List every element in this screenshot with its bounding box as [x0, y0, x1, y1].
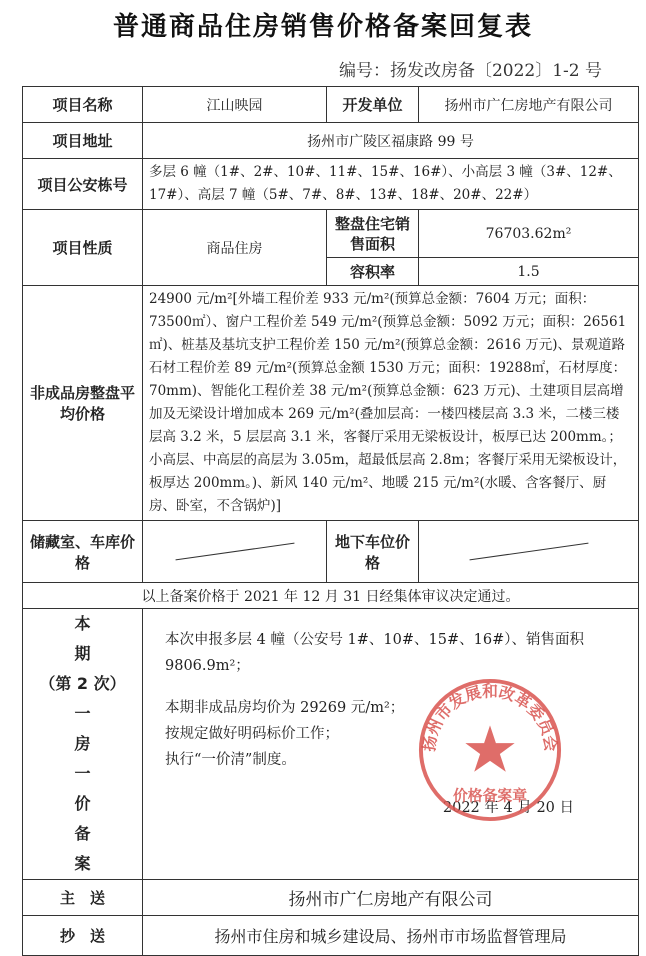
approval-note: 以上备案价格于 2021 年 12 月 31 日经集体审议决定通过。	[23, 583, 639, 609]
address: 扬州市广陵区福康路 99 号	[143, 123, 639, 159]
developer-label: 开发单位	[327, 87, 419, 123]
avg-price-text: 24900 元/m²[外墙工程价差 933 元/m²(预算总金额：7604 万元；面积：73500㎡）、窗户工程价差 549 元/m²(预算总金额：5092 万元；面积：26561㎡)、桩基及基坑支护工程价差 150 元/m²(预算总金额：2616 万元)、景观道路石材工程价差 89 元/m²(预算总金额 1530 万元；面积：19288㎡，石材厚度：70mm)、智能化工程价差 38 元/m²(预算总金额：623 万元)、土建项目层高增加及无梁设计增加成本 269 元/m²(叠加层高：一楼四楼层高 3.3 米，二楼三楼层高 3.2 米，5 层层高 3.1 米，客餐厅采用无梁板设计，板厚已达 200mm。；小高层、中高层的高层为 3.05m，超最低层高 2.8m；客餐厅采用无梁板设计，板厚达 200mm。)、新风 140 元/m²、地暖 215 元/m²(水暖、含客餐厅、厨房、卧室，不含锅炉)]	[143, 286, 639, 521]
storage-value	[143, 521, 327, 583]
star-icon	[465, 725, 514, 771]
project-name: 江山映园	[143, 87, 327, 123]
parking-label: 地下车位价格	[327, 521, 419, 583]
document-number: 编号：扬发改房备〔2022〕1-2 号	[338, 61, 602, 81]
cc: 扬州市住房和城乡建设局、扬州市市场监督管理局	[143, 916, 639, 956]
nature: 商品住房	[143, 210, 327, 286]
current-period-label: 本 期 （第 2 次） 一 房 一 价 备 案	[23, 609, 143, 880]
developer: 扬州市广仁房地产有限公司	[419, 87, 639, 123]
seal-bottom-text: 价格备案章	[453, 787, 527, 805]
current-line: 执行“一价清”制度。	[165, 752, 296, 768]
project-name-label: 项目名称	[23, 87, 143, 123]
current-line: 本次申报多层 4 幢（公安号 1#、10#、15#、16#）、销售面积 9806.9m²；	[165, 632, 584, 674]
buildings-label: 项目公安栋号	[23, 159, 143, 210]
current-line: 按规定做好明码标价工作；	[165, 726, 339, 742]
main-send: 扬州市广仁房地产有限公司	[143, 880, 639, 916]
area: 76703.62m²	[419, 210, 639, 258]
seal-ring-text: 扬州市发展和改革委员会	[419, 681, 561, 753]
filing-date: 2022 年 4 月 20 日	[442, 800, 574, 816]
price-filing-table	[22, 86, 639, 956]
blank-dash	[175, 543, 294, 561]
avg-price-label: 非成品房整盘平均价格	[23, 286, 143, 521]
cc-label: 抄 送	[23, 916, 143, 956]
parking-value	[419, 521, 639, 583]
buildings: 多层 6 幢（1#、2#、10#、11#、15#、16#）、小高层 3 幢（3#、12#、17#）、高层 7 幢（5#、7#、8#、13#、18#、20#、22#）	[143, 159, 639, 210]
far-label: 容积率	[327, 258, 419, 286]
main-send-label: 主 送	[23, 880, 143, 916]
current-period-content	[143, 609, 639, 880]
storage-label: 储藏室、车库价格	[23, 521, 143, 583]
address-label: 项目地址	[23, 123, 143, 159]
far: 1.5	[419, 258, 639, 286]
area-label: 整盘住宅销售面积	[327, 210, 419, 258]
blank-dash	[469, 543, 588, 561]
current-line: 本期非成品房均价为 29269 元/m²；	[165, 700, 405, 716]
official-seal	[416, 676, 564, 824]
nature-label: 项目性质	[23, 210, 143, 286]
document-title: 普通商品住房销售价格备案回复表	[112, 12, 533, 42]
